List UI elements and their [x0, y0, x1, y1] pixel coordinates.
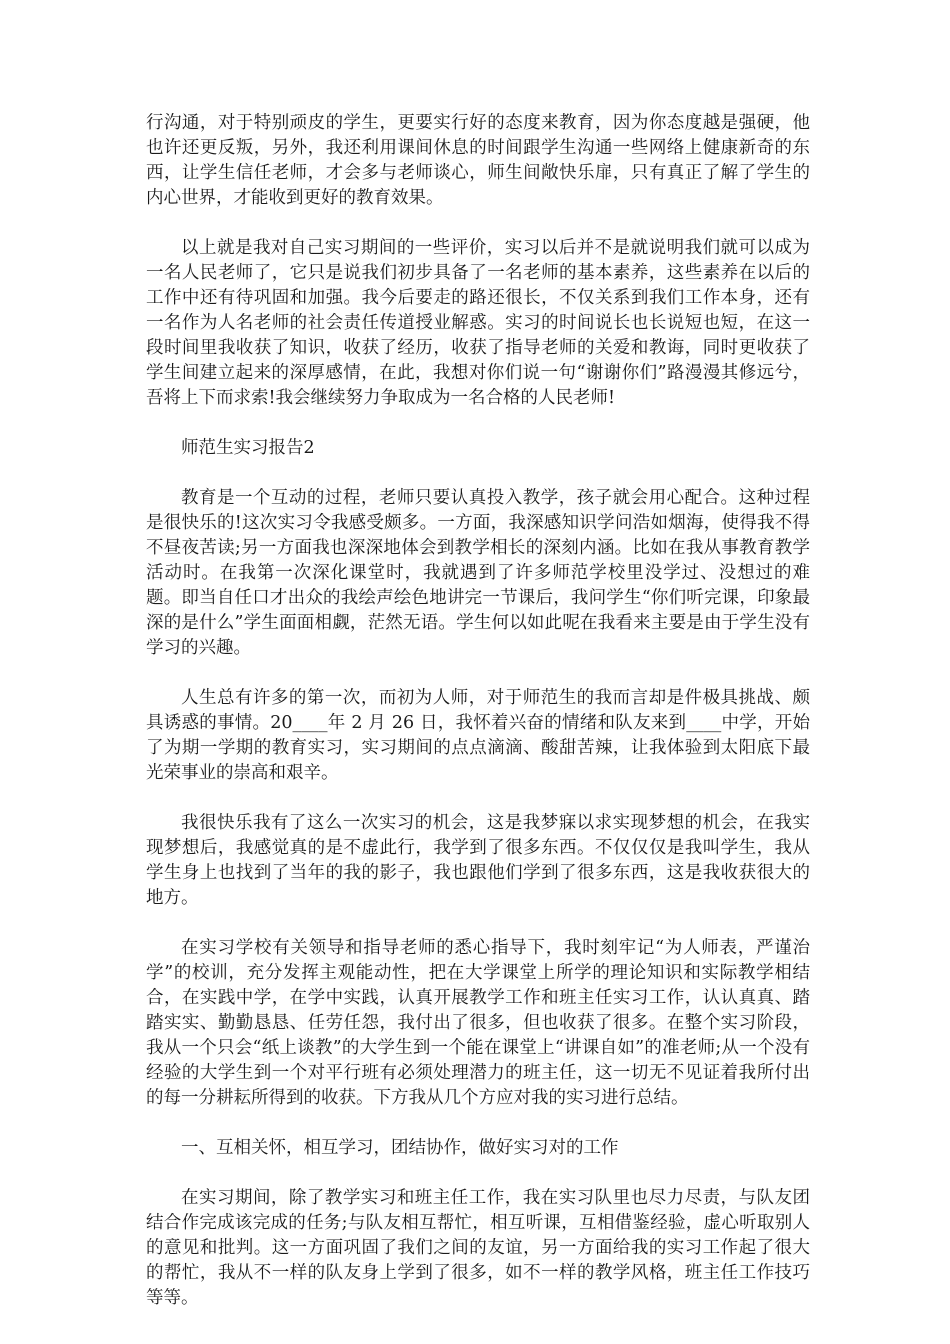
paragraph-guidance: 在实习学校有关领导和指导老师的悉心指导下，我时刻牢记“为人师表，严谨治学”的校训，充分发挥主观能动性，把在大学课堂上所学的理论知识和实际教学相结合，在实践中学，在学中实践，认真开展教学工作和班主任实习工作，认认真真、踏踏实实、勤勤恳恳、任劳任怨，我付出了很多，但也收获了很多。在整个实习阶段，我从一个只会“纸上谈教”的大学生到一个能在课堂上“讲课自如”的准老师;从一个没有经验的大学生到一个对平行班有必须处理潜力的班主任，这一切无不见证着我所付出的每一分耕耘所得到的收获。下方我从几个方应对我的实习进行总结。 — [146, 938, 810, 1108]
paragraph-happy-opportunity: 我很快乐我有了这么一次实习的机会，这是我梦寐以求实现梦想的机会，在我实现梦想后，我感觉真的是不虚此行，我学到了很多东西。不仅仅仅是我叫学生，我从学生身上也找到了当年的我的影子，我也跟他们学到了很多东西，这是我收获很大的地方。 — [146, 813, 810, 908]
section-title-report-2: 师范生实习报告2 — [181, 438, 315, 458]
paragraph-teamwork: 在实习期间，除了教学实习和班主任工作，我在实习队里也尽力尽责，与队友团结合作完成该完成的任务;与队友相互帮忙，相互听课，互相借鉴经验，虚心听取别人的意见和批判。这一方面巩固了我们之间的友谊，另一方面给我的实习工作起了很大的帮忙，我从不一样的队友身上学到了很多，如不一样的教学风格，班主任工作技巧等等。 — [146, 1188, 810, 1308]
paragraph-continuation: 行沟通，对于特别顽皮的学生，更要实行好的态度来教育，因为你态度越是强硬，他也许还更反叛，另外，我还利用课间休息的时间跟学生沟通一些网络上健康新奇的东西，让学生信任老师，才会多与老师谈心，师生间敞快乐扉，只有真正了解了学生的内心世界，才能收到更好的教育效果。 — [146, 113, 810, 208]
document-body — [146, 111, 810, 1336]
paragraph-first-time-teacher: 人生总有许多的第一次，而初为人师，对于师范生的我而言却是件极具挑战、颇具诱惑的事情。20____年 2 月 26 日，我怀着兴奋的情绪和队友来到____中学，开始了为期一学期的教育实习，实习期间的点点滴滴、酸甜苦辣，让我体验到太阳底下最光荣事业的崇高和艰辛。 — [146, 688, 810, 783]
paragraph-self-evaluation: 以上就是我对自己实习期间的一些评价，实习以后并不是就说明我们就可以成为一名人民老师了，它只是说我们初步具备了一名老师的基本素养，这些素养在以后的工作中还有待巩固和加强。我今后要走的路还很长，不仅关系到我们工作本身，还有一名作为人名老师的社会责任传道授业解惑。实习的时间说长也长说短也短，在这一段时间里我收获了知识，收获了经历，收获了指导老师的关爱和教诲，同时更收获了学生间建立起来的深厚感情，在此，我想对你们说一句“谢谢你们”路漫漫其修远兮，吾将上下而求索!我会继续努力争取成为一名合格的人民老师! — [146, 238, 810, 408]
paragraph-education-interaction: 教育是一个互动的过程，老师只要认真投入教学，孩子就会用心配合。这种过程是很快乐的!这次实习令我感受颇多。一方面，我深感知识学问浩如烟海，使得我不得不昼夜苦读;另一方面我也深深地体会到教学相长的深刻内涵。比如在我从事教育教学活动时。在我第一次深化课堂时，我就遇到了许多师范学校里没学过、没想过的难题。即当自任口才出众的我绘声绘色地讲完一节课后，我问学生“你们听完课，印象最深的是什么”学生面面相觑，茫然无语。学生何以如此呢在我看来主要是由于学生没有学习的兴趣。 — [146, 488, 810, 658]
subheading-teamwork: 一、互相关怀，相互学习，团结协作，做好实习对的工作 — [181, 1138, 619, 1158]
